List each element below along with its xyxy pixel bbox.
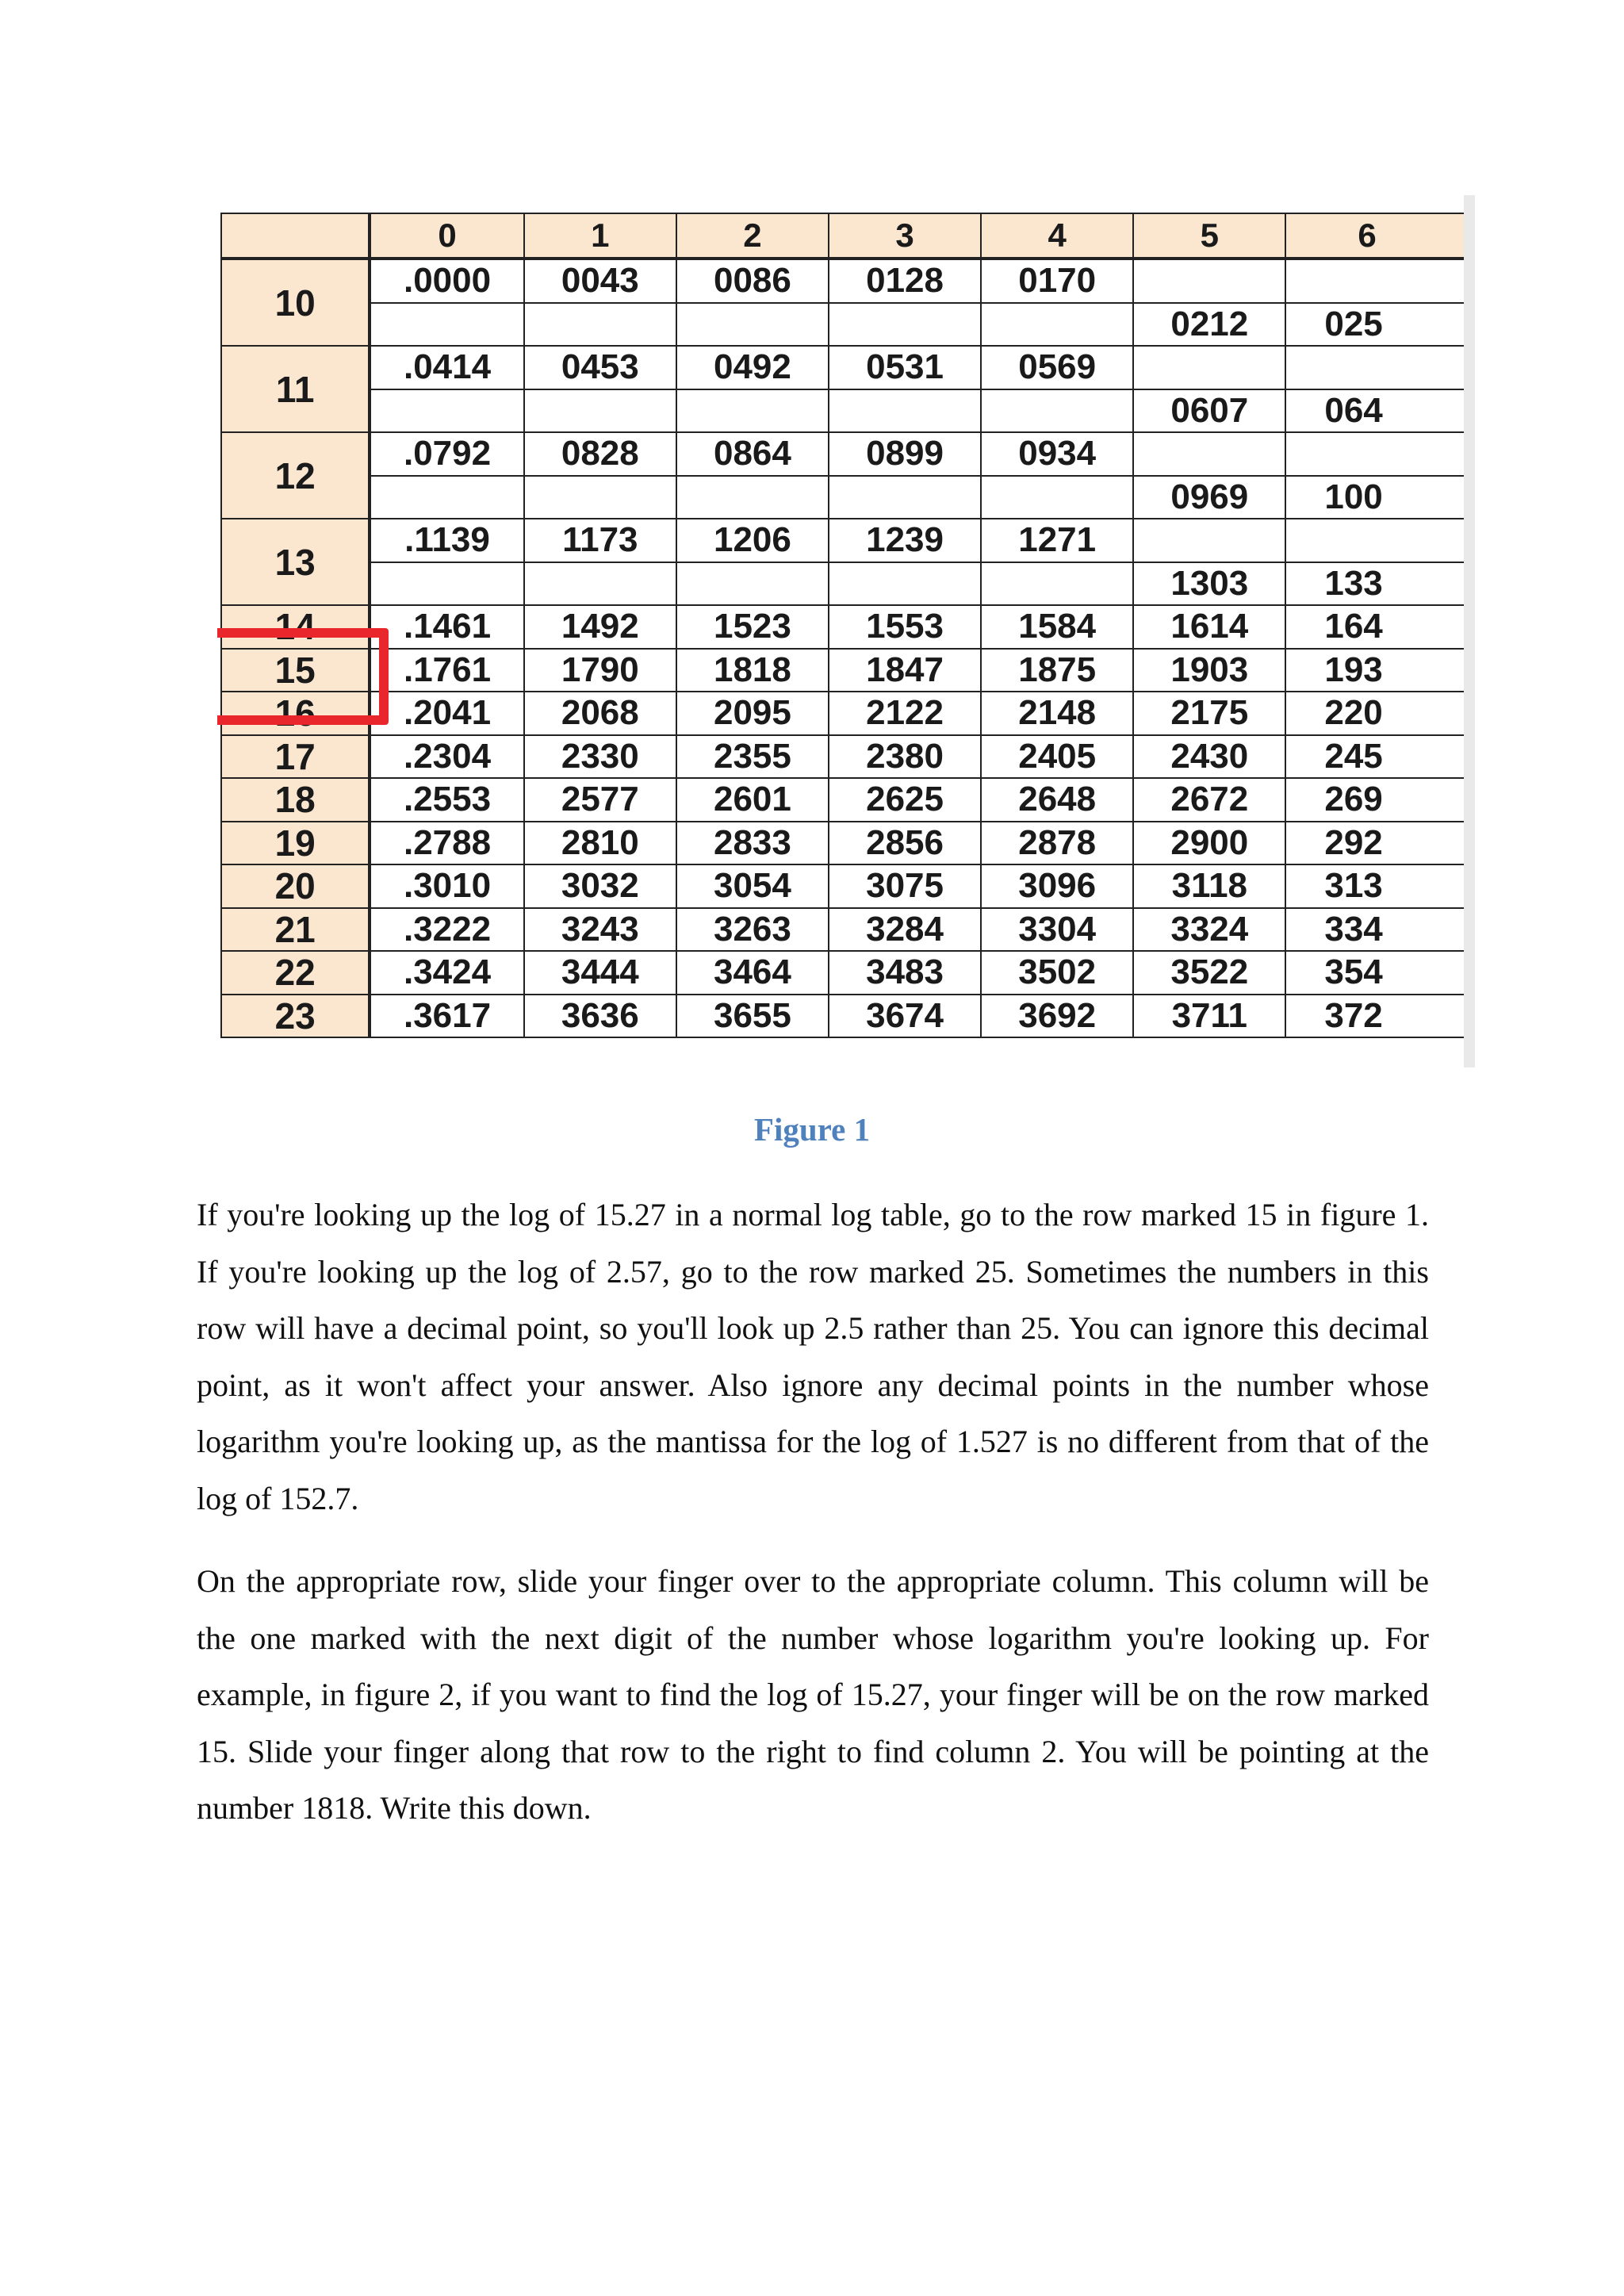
table-cell: 2672 bbox=[1133, 778, 1285, 822]
table-cell: .0792 bbox=[370, 432, 523, 476]
table-row bbox=[221, 908, 1474, 952]
table-cell: 0170 bbox=[981, 259, 1133, 303]
table-cell: 1206 bbox=[676, 519, 829, 562]
table-cell bbox=[1133, 432, 1285, 476]
table-cell: 0828 bbox=[524, 432, 676, 476]
column-header-5: 5 bbox=[1133, 213, 1285, 259]
table-cell: 292 bbox=[1285, 822, 1474, 865]
column-header-6: 6 bbox=[1285, 213, 1474, 259]
table-cell: 2601 bbox=[676, 778, 829, 822]
row-label-18: 18 bbox=[221, 778, 370, 822]
table-cell bbox=[676, 303, 829, 347]
column-header-0: 0 bbox=[370, 213, 523, 259]
table-cell bbox=[524, 303, 676, 347]
table-cell: 0531 bbox=[829, 346, 981, 389]
table-cell: 3636 bbox=[524, 995, 676, 1038]
table-cell: 2355 bbox=[676, 735, 829, 779]
table-cell: 2330 bbox=[524, 735, 676, 779]
row-label-14: 14 bbox=[221, 605, 370, 649]
table-cell: 334 bbox=[1285, 908, 1474, 952]
table-cell: 1271 bbox=[981, 519, 1133, 562]
table-cell bbox=[1133, 259, 1285, 303]
table-cell bbox=[829, 303, 981, 347]
row-label-16: 16 bbox=[221, 692, 370, 735]
table-cell: .2553 bbox=[370, 778, 523, 822]
table-cell: 2878 bbox=[981, 822, 1133, 865]
table-cell bbox=[370, 476, 523, 519]
table-cell bbox=[524, 389, 676, 433]
row-label-20: 20 bbox=[221, 864, 370, 908]
table-header-row bbox=[221, 213, 1474, 259]
table-cell: 3502 bbox=[981, 951, 1133, 995]
table-cell: 1553 bbox=[829, 605, 981, 649]
table-cell bbox=[370, 303, 523, 347]
table-cell: 0212 bbox=[1133, 303, 1285, 347]
row-label-17: 17 bbox=[221, 735, 370, 779]
table-row bbox=[221, 389, 1474, 433]
table-cell: .2304 bbox=[370, 735, 523, 779]
table-cell: 3032 bbox=[524, 864, 676, 908]
table-cell: .3424 bbox=[370, 951, 523, 995]
table-cell: 100 bbox=[1285, 476, 1474, 519]
table-cell: 1584 bbox=[981, 605, 1133, 649]
table-cell: 3263 bbox=[676, 908, 829, 952]
table-cell: 220 bbox=[1285, 692, 1474, 735]
table-cell: 0453 bbox=[524, 346, 676, 389]
table-cell bbox=[1133, 519, 1285, 562]
table-cell bbox=[829, 476, 981, 519]
table-cell: 193 bbox=[1285, 649, 1474, 692]
table-row bbox=[221, 259, 1474, 303]
table-cell: 3324 bbox=[1133, 908, 1285, 952]
table-cell bbox=[524, 476, 676, 519]
table-row bbox=[221, 303, 1474, 347]
table-cell: 025 bbox=[1285, 303, 1474, 347]
table-cell: 3243 bbox=[524, 908, 676, 952]
table-cell: 0934 bbox=[981, 432, 1133, 476]
table-cell: 1303 bbox=[1133, 562, 1285, 606]
table-cell: 3711 bbox=[1133, 995, 1285, 1038]
table-cell: 2430 bbox=[1133, 735, 1285, 779]
table-cell: 3444 bbox=[524, 951, 676, 995]
table-cell: 3655 bbox=[676, 995, 829, 1038]
table-cell: 0043 bbox=[524, 259, 676, 303]
table-cell: 2856 bbox=[829, 822, 981, 865]
table-cell bbox=[370, 389, 523, 433]
table-cell: 269 bbox=[1285, 778, 1474, 822]
paragraph-2: On the appropriate row, slide your finger over to the appropriate column. This column will be the one marked with the next digit of the number whose logarithm you're looking up. For example, in figure 2, if you want to find the log of 15.27, your finger will be on the row marked 15. Slide your finger along that row to the right to find column 2. You will be pointing at the number 1818. Write this down. bbox=[197, 1563, 1429, 1826]
row-label-19: 19 bbox=[221, 822, 370, 865]
table-cell: 0569 bbox=[981, 346, 1133, 389]
table-cell: 2405 bbox=[981, 735, 1133, 779]
row-label-13: 13 bbox=[221, 519, 370, 605]
table-row bbox=[221, 951, 1474, 995]
table-cell bbox=[524, 562, 676, 606]
table-cell: 1492 bbox=[524, 605, 676, 649]
log-table bbox=[220, 213, 1475, 1038]
table-row bbox=[221, 735, 1474, 779]
table-cell: 3096 bbox=[981, 864, 1133, 908]
row-label-22: 22 bbox=[221, 951, 370, 995]
table-corner-cell bbox=[221, 213, 370, 259]
paragraph-1: If you're looking up the log of 15.27 in a normal log table, go to the row marked 15 in figure 1. If you're looking up the log of 2.57, go to the row marked 25. Sometimes the numbers in this row will have a decimal point, so you'll look up 2.5 rather than 25. You can ignore this decimal point, as it won't affect your answer. Also ignore any decimal points in the number whose logarithm you're looking up, as the mantissa for the log of 1.527 is no different from that of the log of 152.7. bbox=[197, 1197, 1429, 1516]
row-label-21: 21 bbox=[221, 908, 370, 952]
table-cell: 0086 bbox=[676, 259, 829, 303]
table-cell bbox=[676, 562, 829, 606]
table-cell bbox=[1285, 432, 1474, 476]
table-cell: 2175 bbox=[1133, 692, 1285, 735]
table-cell: 0899 bbox=[829, 432, 981, 476]
table-row bbox=[221, 605, 1474, 649]
table-row bbox=[221, 649, 1474, 692]
table-row bbox=[221, 476, 1474, 519]
table-cell: 3284 bbox=[829, 908, 981, 952]
table-cell: .0000 bbox=[370, 259, 523, 303]
table-cell: 3483 bbox=[829, 951, 981, 995]
table-cell bbox=[981, 476, 1133, 519]
table-cell bbox=[676, 389, 829, 433]
figure-caption: Figure 1 bbox=[753, 1111, 871, 1148]
table-cell: 1523 bbox=[676, 605, 829, 649]
table-cell: 2122 bbox=[829, 692, 981, 735]
table-cell bbox=[1285, 259, 1474, 303]
table-cell: 2810 bbox=[524, 822, 676, 865]
table-cell: 354 bbox=[1285, 951, 1474, 995]
table-cell: 133 bbox=[1285, 562, 1474, 606]
table-cell: 2833 bbox=[676, 822, 829, 865]
table-cell bbox=[1133, 346, 1285, 389]
figure-edge bbox=[1464, 195, 1475, 1068]
table-cell: .3010 bbox=[370, 864, 523, 908]
table-cell: 1847 bbox=[829, 649, 981, 692]
table-cell: .2041 bbox=[370, 692, 523, 735]
table-row bbox=[221, 346, 1474, 389]
table-cell bbox=[981, 389, 1133, 433]
table-cell: 0969 bbox=[1133, 476, 1285, 519]
table-row bbox=[221, 995, 1474, 1038]
table-cell: 2380 bbox=[829, 735, 981, 779]
table-cell bbox=[1285, 519, 1474, 562]
column-header-3: 3 bbox=[829, 213, 981, 259]
table-cell: 0864 bbox=[676, 432, 829, 476]
table-cell: .3617 bbox=[370, 995, 523, 1038]
table-cell: 245 bbox=[1285, 735, 1474, 779]
table-cell bbox=[1285, 346, 1474, 389]
table-cell: 0128 bbox=[829, 259, 981, 303]
table-row bbox=[221, 778, 1474, 822]
table-cell: 2148 bbox=[981, 692, 1133, 735]
log-table-figure bbox=[217, 195, 1475, 1068]
table-cell: .3222 bbox=[370, 908, 523, 952]
column-header-2: 2 bbox=[676, 213, 829, 259]
table-cell bbox=[829, 562, 981, 606]
table-cell: 2095 bbox=[676, 692, 829, 735]
table-cell: 164 bbox=[1285, 605, 1474, 649]
table-cell: 1875 bbox=[981, 649, 1133, 692]
column-header-1: 1 bbox=[524, 213, 676, 259]
table-row bbox=[221, 692, 1474, 735]
table-cell: 3674 bbox=[829, 995, 981, 1038]
table-cell: 2625 bbox=[829, 778, 981, 822]
table-cell: 3692 bbox=[981, 995, 1133, 1038]
table-cell: 064 bbox=[1285, 389, 1474, 433]
table-cell: 3118 bbox=[1133, 864, 1285, 908]
row-label-12: 12 bbox=[221, 432, 370, 519]
table-cell: 313 bbox=[1285, 864, 1474, 908]
table-cell bbox=[981, 562, 1133, 606]
table-cell: 3522 bbox=[1133, 951, 1285, 995]
table-cell: 1903 bbox=[1133, 649, 1285, 692]
table-cell: 372 bbox=[1285, 995, 1474, 1038]
table-cell: 2900 bbox=[1133, 822, 1285, 865]
row-label-23: 23 bbox=[221, 995, 370, 1038]
table-cell: 1239 bbox=[829, 519, 981, 562]
table-cell: .1139 bbox=[370, 519, 523, 562]
table-cell bbox=[370, 562, 523, 606]
column-header-4: 4 bbox=[981, 213, 1133, 259]
table-cell: .0414 bbox=[370, 346, 523, 389]
table-cell: .1461 bbox=[370, 605, 523, 649]
row-label-11: 11 bbox=[221, 346, 370, 432]
row-label-15: 15 bbox=[221, 649, 370, 692]
table-cell: 3075 bbox=[829, 864, 981, 908]
table-row bbox=[221, 864, 1474, 908]
table-cell bbox=[829, 389, 981, 433]
table-cell: 3464 bbox=[676, 951, 829, 995]
table-cell: 2577 bbox=[524, 778, 676, 822]
table-cell: 3054 bbox=[676, 864, 829, 908]
row-label-10: 10 bbox=[221, 259, 370, 346]
table-cell: .1761 bbox=[370, 649, 523, 692]
table-cell: .2788 bbox=[370, 822, 523, 865]
table-row bbox=[221, 822, 1474, 865]
table-cell: 2068 bbox=[524, 692, 676, 735]
table-cell: 0492 bbox=[676, 346, 829, 389]
table-cell: 1818 bbox=[676, 649, 829, 692]
table-row bbox=[221, 432, 1474, 476]
table-cell: 1790 bbox=[524, 649, 676, 692]
table-cell bbox=[981, 303, 1133, 347]
table-cell: 0607 bbox=[1133, 389, 1285, 433]
table-cell: 2648 bbox=[981, 778, 1133, 822]
table-cell: 1173 bbox=[524, 519, 676, 562]
table-cell: 1614 bbox=[1133, 605, 1285, 649]
table-row bbox=[221, 562, 1474, 606]
table-cell: 3304 bbox=[981, 908, 1133, 952]
table-row bbox=[221, 519, 1474, 562]
table-cell bbox=[676, 476, 829, 519]
